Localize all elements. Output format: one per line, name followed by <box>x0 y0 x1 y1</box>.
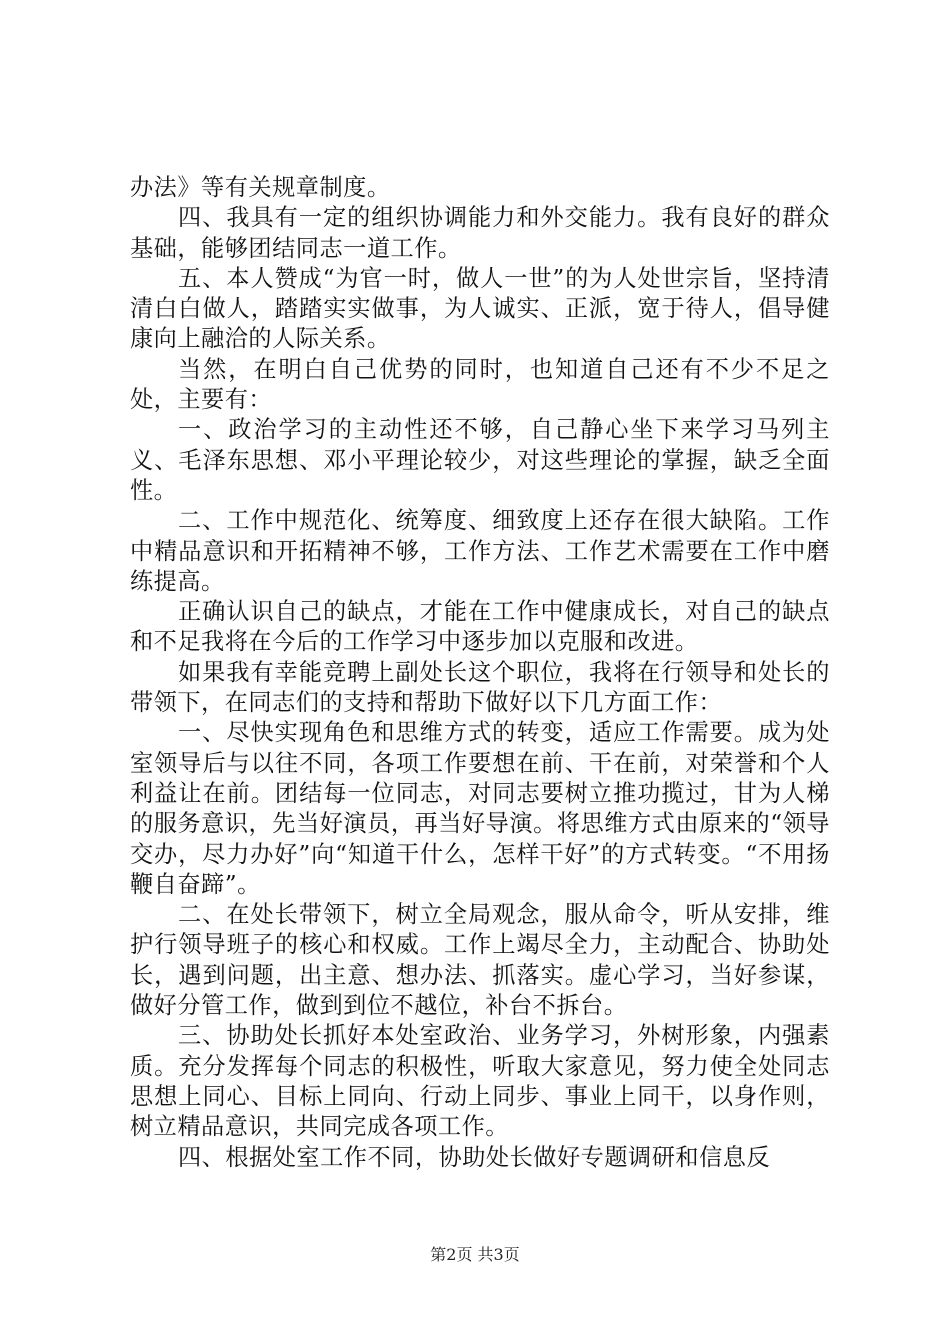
paragraph: 一、政治学习的主动性还不够，自己静心坐下来学习马列主义、毛泽东思想、邓小平理论较少，对这些理论的掌握，缺乏全面性。 <box>130 416 830 504</box>
paragraph: 三、协助处长抓好本处室政治、业务学习，外树形象，内强素质。充分发挥每个同志的积极性，听取大家意见，努力使全处同志思想上同心、目标上同向、行动上同步、事业上同干，以身作则，树立精品意识，共同完成各项工作。 <box>130 1022 830 1141</box>
paragraph: 办法》等有关规章制度。 <box>130 174 391 201</box>
paragraph: 二、工作中规范化、统筹度、细致度上还存在很大缺陷。工作中精品意识和开拓精神不够，工作方法、工作艺术需要在工作中磨练提高。 <box>130 507 830 595</box>
paragraph: 如果我有幸能竞聘上副处长这个职位，我将在行领导和处长的带领下，在同志们的支持和帮助下做好以下几方面工作： <box>130 658 830 717</box>
page-number-footer: 第2页 共3页 <box>430 1245 520 1264</box>
body-text <box>130 173 830 1173</box>
paragraph: 五、本人赞成“为官一时，做人一世”的为人处世宗旨，坚持清清白白做人，踏踏实实做事，为人诚实、正派，宽于待人，倡导健康向上融洽的人际关系。 <box>130 264 830 353</box>
paragraph: 二、在处长带领下，树立全局观念，服从命令，听从安排，维护行领导班子的核心和权威。工作上竭尽全力，主动配合、协助处长，遇到问题，出主意、想办法、抓落实。虚心学习，当好参谋，做好分管工作，做到到位不越位，补台不拆台。 <box>130 901 830 1020</box>
paragraph: 正确认识自己的缺点，才能在工作中健康成长，对自己的缺点和不足我将在今后的工作学习中逐步加以克服和改进。 <box>130 598 830 656</box>
paragraph: 四、我具有一定的组织协调能力和外交能力。我有良好的群众基础，能够团结同志一道工作。 <box>130 204 830 262</box>
paragraph: 一、尽快实现角色和思维方式的转变，适应工作需要。成为处室领导后与以往不同，各项工作要想在前、干在前，对荣誉和个人利益让在前。团结每一位同志，对同志要树立推功揽过，甘为人梯的服务意识，先当好演员，再当好导演。将思维方式由原来的“领导交办，尽力办好”向“知道干什么，怎样干好”的方式转变。“不用扬鞭自奋蹄”。 <box>130 719 830 898</box>
paragraph: 四、根据处室工作不同，协助处长做好专题调研和信息反 <box>178 1143 771 1171</box>
paragraph: 当然，在明白自己优势的同时，也知道自己还有不少不足之处，主要有： <box>130 355 830 414</box>
